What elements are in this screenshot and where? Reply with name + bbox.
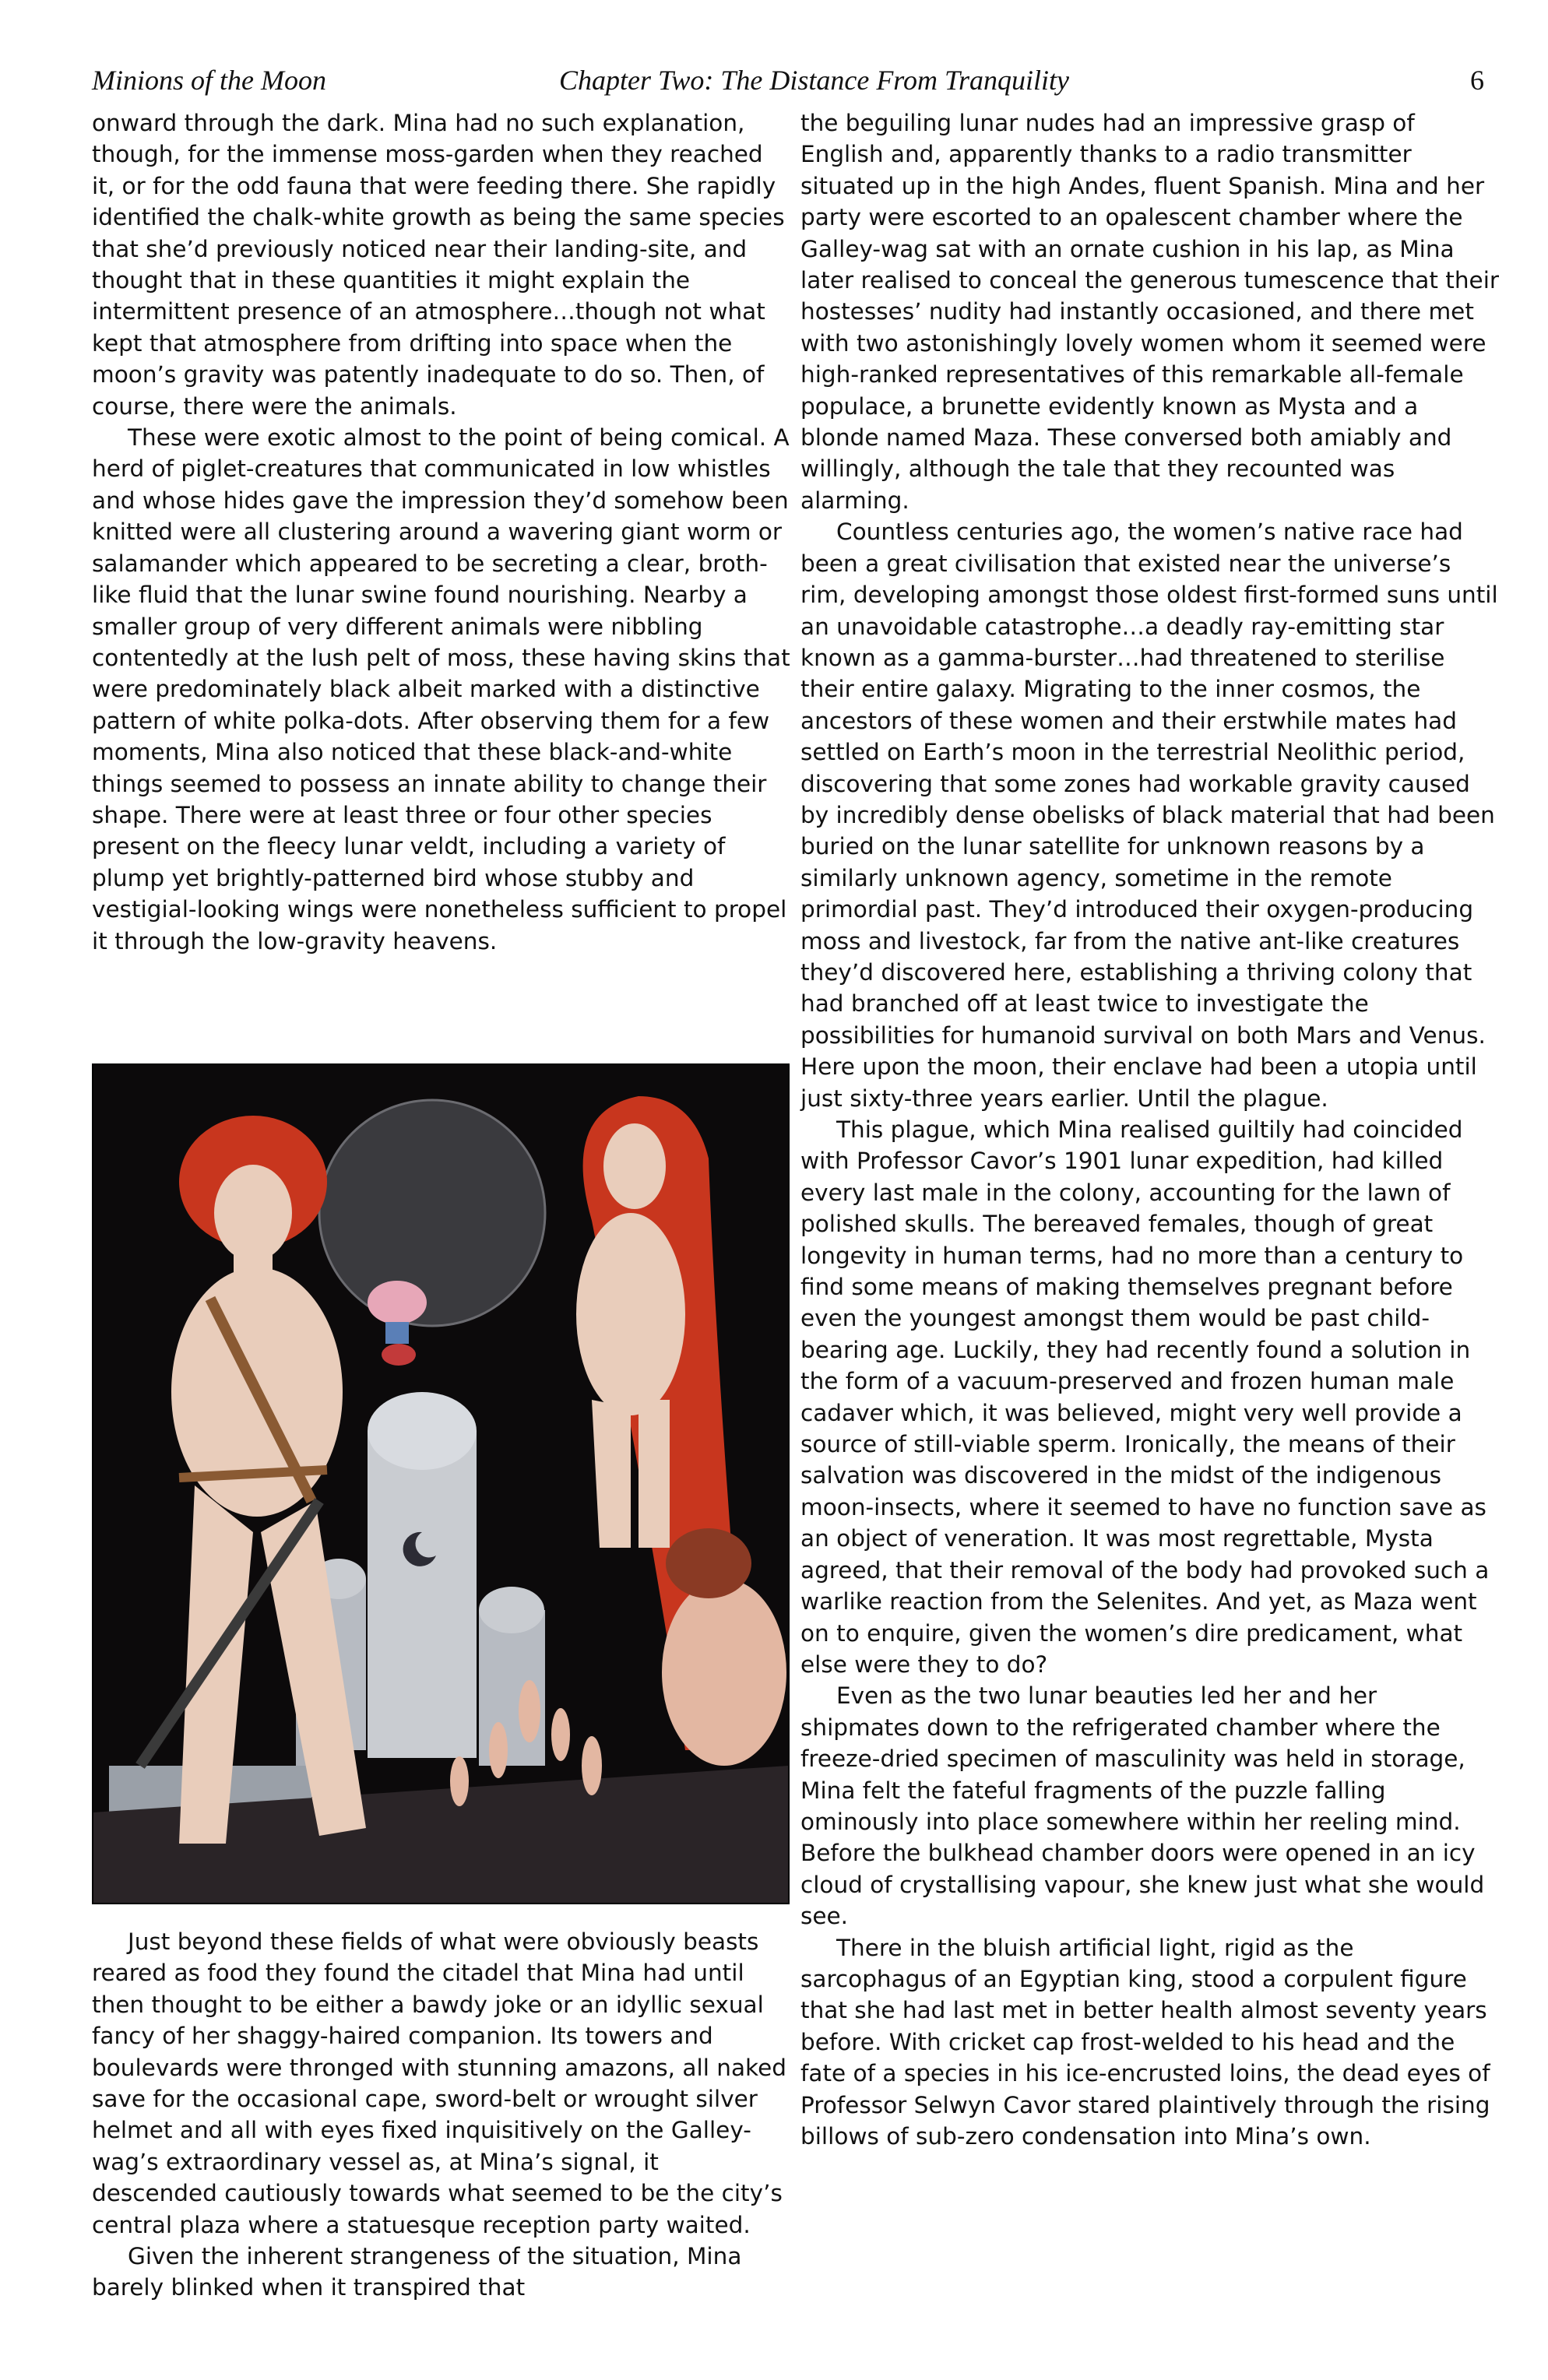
running-header — [92, 64, 1484, 103]
paragraph: Given the inherent strangeness of the situation, Mina barely blinked when it transpired that — [92, 2243, 742, 2301]
paragraph: onward through the dark. Mina had no such explanation, though, for the immense moss-garden when they reached it, or for the odd fauna that were feeding there. She rapidly identified the chalk-white growth as being the same species that she’d previously noticed near their landing-site, and thought that in these quantities it might explain the intermittent presence of an atmosphere…though not what kept that atmosphere from drifting into space when the moon’s gravity was patently inadequate to do so. Then, of course, there were the animals. — [92, 110, 785, 420]
left-column-top — [92, 107, 791, 957]
illustration — [92, 1063, 790, 1904]
illustration-artwork — [93, 1065, 788, 1903]
paragraph: the beguiling lunar nudes had an impressive grasp of English and, apparently thanks to a radio transmitter situated up in the high Andes, fluent Spanish. Mina and her party were escorted to an opalescent chamber where the Galley-wag sat with an ornate cushion in his lap, as Mina later realised to conceal the generous tumescence that their hostesses’ nudity had instantly occasioned, and there met with two astonishingly lovely women whom it seemed were high-ranked representatives of this remarkable all-female populace, a brunette evidently known as Mysta and a blonde named Maza. These conversed both amiably and willingly, although the tale that they recounted was alarming. — [800, 110, 1500, 514]
paragraph: Even as the two lunar beauties led her and her shipmates down to the refrigerated chamber where the freeze-dried specimen of masculinity was held in storage, Mina felt the fateful fragments of the puzzle falling ominously into place somewhere within her reeling mind. Before the bulkhead chamber doors were opened in an icy cloud of crystallising vapour, she knew just what she would see. — [800, 1682, 1485, 1930]
paragraph: This plague, which Mina realised guiltily had coincided with Professor Cavor’s 1901 lunar expedition, had killed every last male in the colony, accounting for the lawn of polished skulls. The bereaved females, though of great longevity in human terms, had no more than a century to find some means of making themselves pregnant before even the youngest amongst them would be past child-bearing age. Luckily, they had recently found a solution in the form of a vacuum-preserved and frozen human male cadaver which, it was believed, might very well provide a source of still-viable sperm. Ironically, the means of their salvation was discovered in the midst of the indigenous moon-insects, where it seemed to have no function save as an object of veneration. It was most regrettable, Mysta agreed, that their removal of the body had provoked such a warlike reaction from the Selenites. And yet, as Maza went on to enquire, given the women’s dire predicament, what else were they to do? — [800, 1116, 1490, 1678]
page-number: 6 — [1470, 65, 1484, 96]
book-title: Minions of the Moon — [92, 65, 326, 96]
paragraph: Just beyond these fields of what were obviously beasts reared as food they found the citadel that Mina had until then thought to be either a bawdy joke or an idyllic sexual fancy of her shaggy-haired companion. Its towers and boulevards were thronged with stunning amazons, all naked save for the occasional cape, sword-belt or wrought silver helmet and all with eyes fixed inquisitively on the Galley-wag’s extraordinary vessel as, at Mina’s signal, it descended cautiously towards what seemed to be the city’s central plaza where a statuesque reception party waited. — [92, 1928, 786, 2238]
chapter-title: Chapter Two: The Distance From Tranquility — [559, 65, 1070, 96]
paragraph: There in the bluish artificial light, rigid as the sarcophagus of an Egyptian king, stood a corpulent figure that she had last met in better health almost seventy years before. With cricket cap frost-welded to his head and the fate of a species in his ice-encrusted loins, the dead eyes of Professor Selwyn Cavor stared plaintively through the rising billows of sub-zero condensation into Mina’s own. — [800, 1934, 1490, 2150]
right-column — [800, 107, 1500, 2152]
left-column-bottom — [92, 1926, 791, 2304]
paragraph: Countless centuries ago, the women’s native race had been a great civilisation that existed near the universe’s rim, developing amongst those oldest first-formed suns until an unavoidable catastrophe…a deadly ray-emitting star known as a gamma-burster…had threatened to sterilise their entire galaxy. Migrating to the inner cosmos, the ancestors of these women and their erstwhile mates had settled on Earth’s moon in the terrestrial Neolithic period, discovering that some zones had workable gravity caused by incredibly dense obelisks of black material that had been buried on the lunar satellite for unknown reasons by a similarly unknown agency, sometime in the remote primordial past. They’d introduced their oxygen-producing moss and livestock, far from the native ant-like creatures they’d discovered here, establishing a thriving colony that had branched off at least twice to investigate the possibilities for humanoid survival on both Mars and Venus. Here upon the moon, their enclave had been a utopia until just sixty-three years earlier. Until the plague. — [800, 519, 1498, 1112]
paragraph: These were exotic almost to the point of being comical. A herd of piglet-creatures that communicated in low whistles and whose hides gave the impression they’d somehow been knitted were all clustering around a wavering giant worm or salamander which appeared to be secreting a clear, broth-like fluid that the lunar swine found nourishing. Nearby a smaller group of very different animals were nibbling contentedly at the lush pelt of moss, these having skins that were predominately black albeit marked with a distinctive pattern of white polka-dots. After observing them for a few moments, Mina also noticed that these black-and-white things seemed to possess an innate ability to change their shape. There were at least three or four other species present on the fleecy lunar veldt, including a variety of plump yet brightly-patterned bird whose stubby and vestigial-looking wings were nonetheless sufficient to propel it through the low-gravity heavens. — [92, 424, 790, 954]
